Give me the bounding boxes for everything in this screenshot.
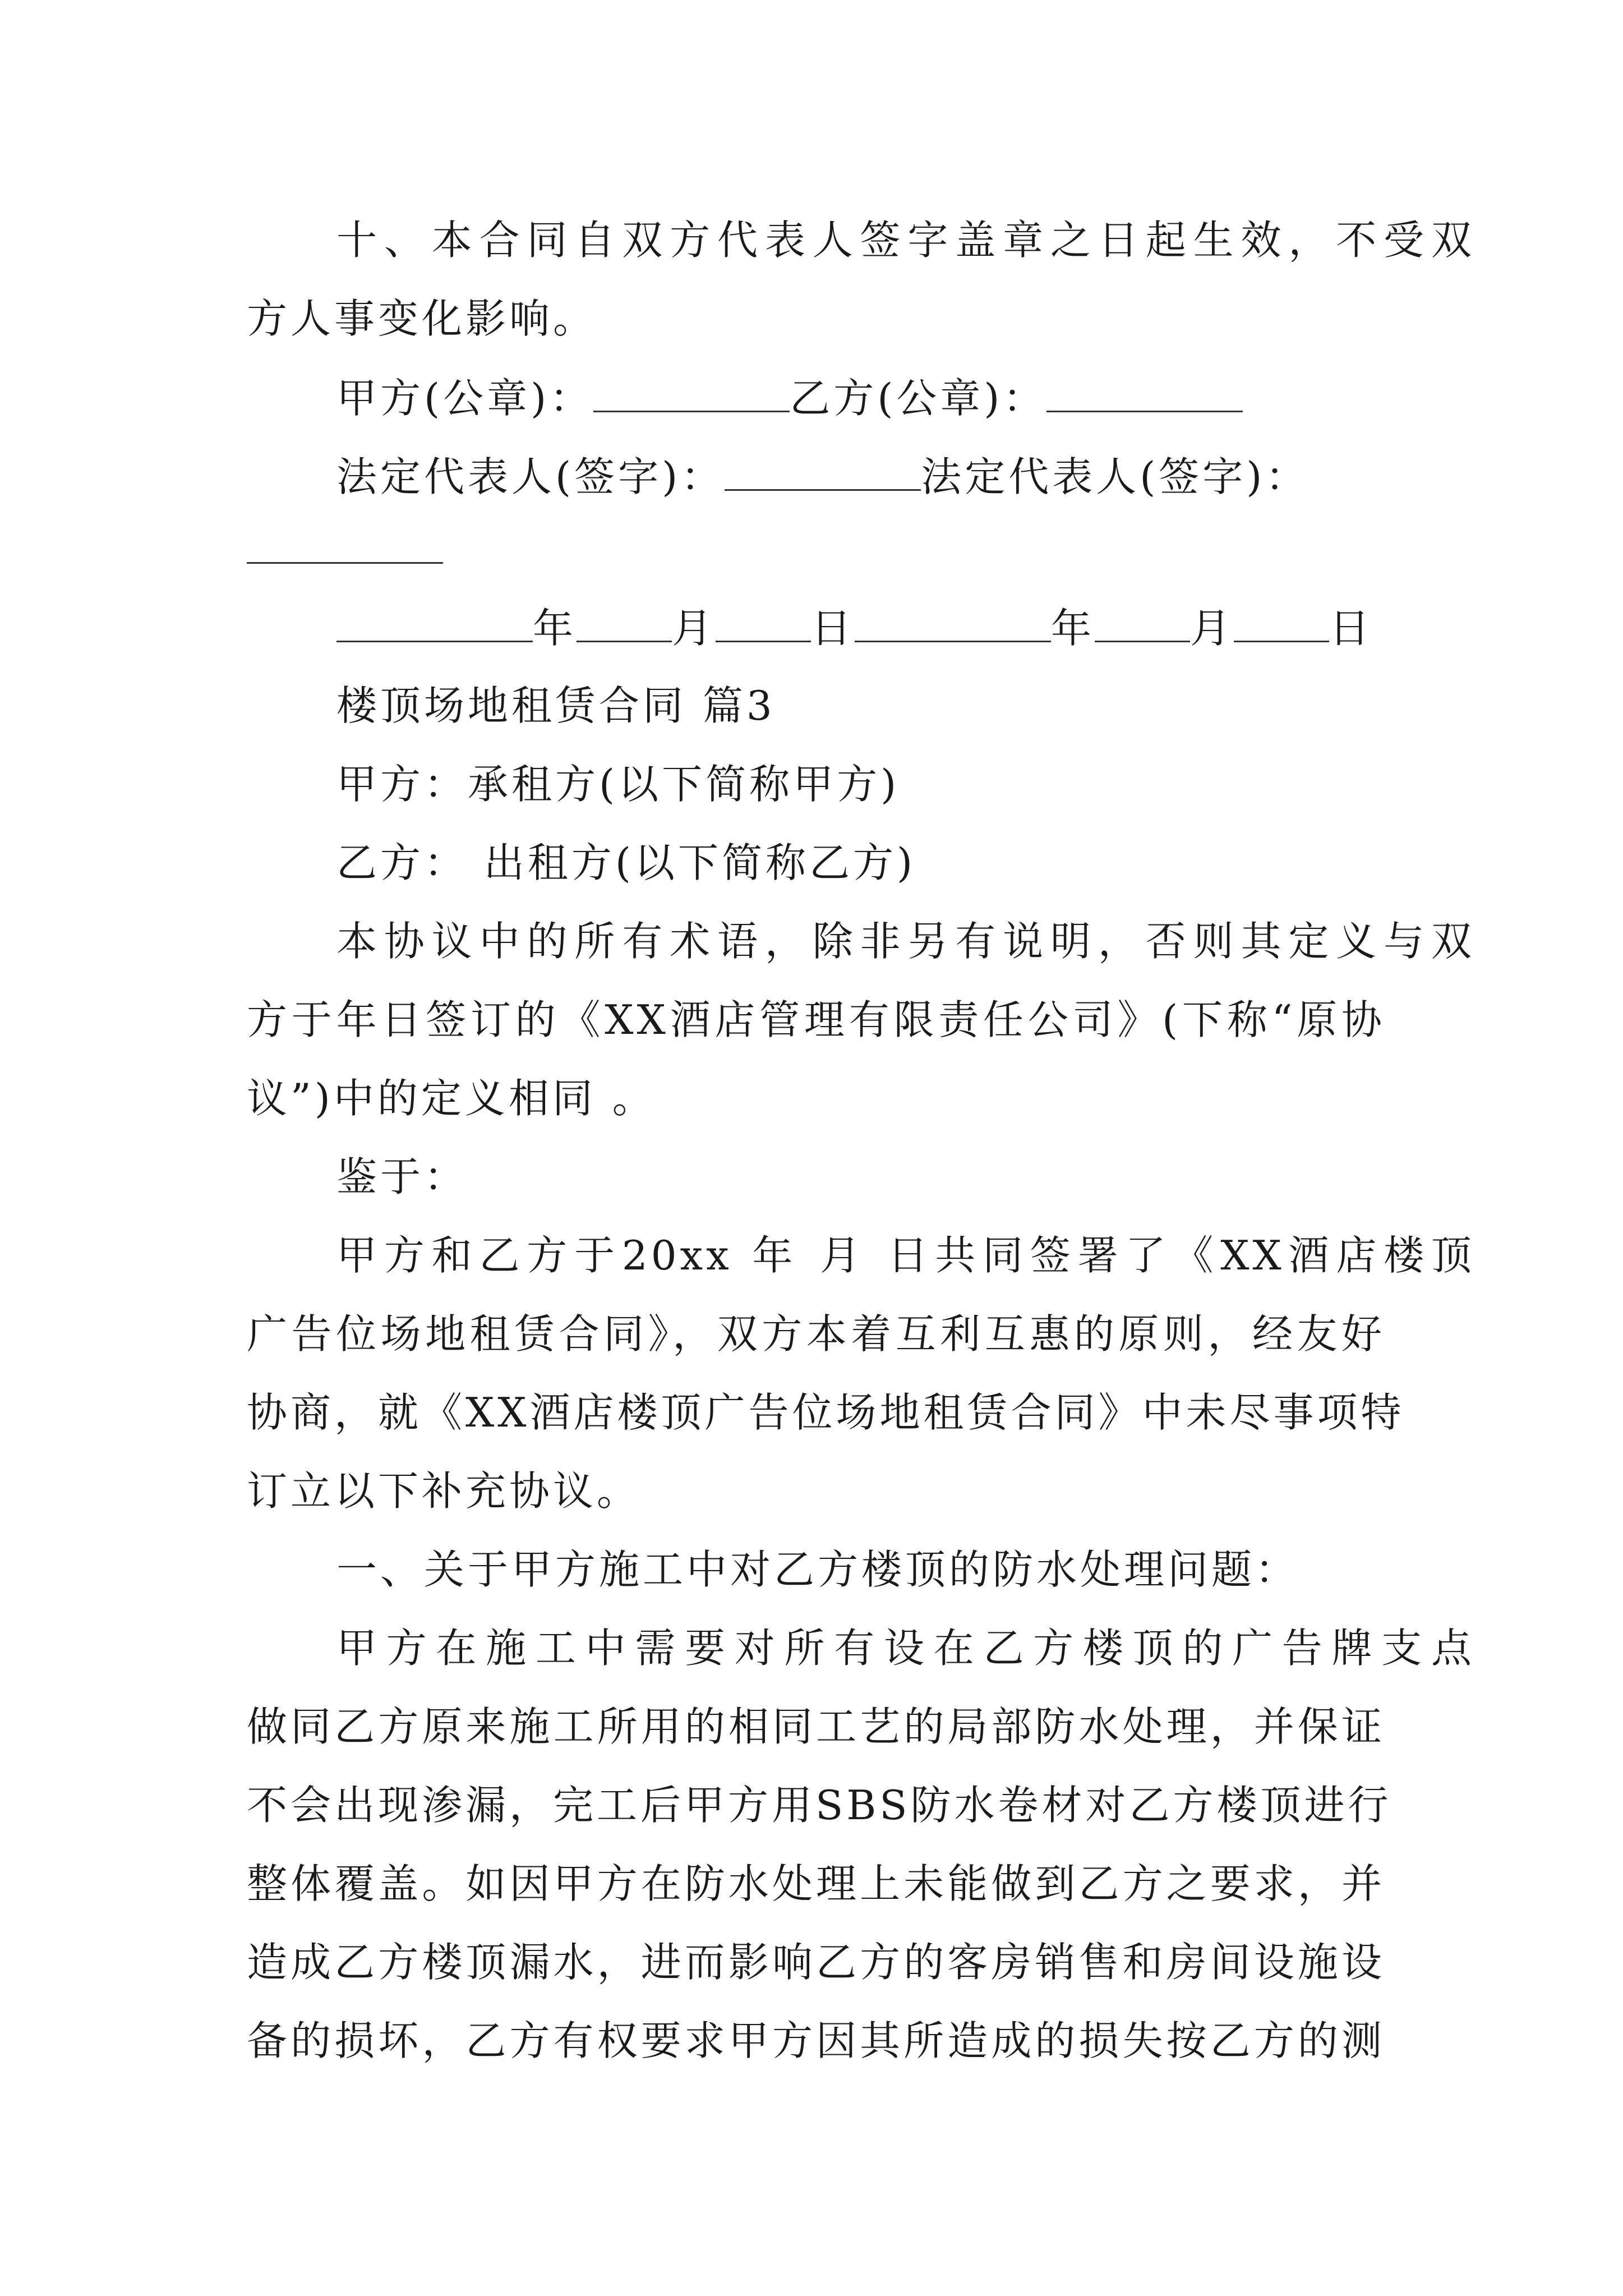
terms-line3: 议”)中的定义相同 。 bbox=[247, 1075, 656, 1122]
whereas-line3: 协商，就《XX酒店楼顶广告位场地租赁合同》中未尽事项特 bbox=[247, 1389, 1405, 1436]
date-a-day-blank bbox=[716, 607, 811, 642]
rep-a-blank bbox=[725, 455, 921, 491]
date-a-day: 日 bbox=[811, 605, 855, 652]
whereas-heading: 鉴于： bbox=[336, 1153, 468, 1200]
date-a-year-blank bbox=[336, 607, 533, 642]
date-b-year-blank bbox=[855, 607, 1051, 642]
rep-a-label: 法定代表人(签字)： bbox=[336, 453, 725, 500]
date-b-year: 年 bbox=[1051, 605, 1095, 652]
item1-line6: 备的损坏，乙方有权要求甲方因其所造成的损失按乙方的测 bbox=[247, 2017, 1385, 2064]
rep-b-blank bbox=[247, 562, 443, 564]
item1-line1: 甲方在施工中需要对所有设在乙方楼顶的广告牌支点 bbox=[336, 1625, 1475, 1672]
date-b-month: 月 bbox=[1190, 605, 1234, 652]
date-a-year: 年 bbox=[533, 605, 577, 652]
party-a-seal-label: 甲方(公章)： bbox=[336, 375, 594, 422]
seal-line bbox=[336, 375, 1475, 422]
party-b-seal-blank bbox=[1046, 377, 1243, 412]
whereas-line4: 订立以下补充协议。 bbox=[247, 1467, 641, 1515]
party-a-seal-blank bbox=[593, 377, 790, 412]
date-b-day-blank bbox=[1234, 607, 1329, 642]
item1-heading: 一、关于甲方施工中对乙方楼顶的防水处理问题： bbox=[336, 1546, 1299, 1593]
section-title: 楼顶场地租赁合同 篇3 bbox=[336, 682, 776, 729]
clause10-line1: 十、本合同自双方代表人签字盖章之日起生效，不受双 bbox=[336, 217, 1475, 264]
date-b-day: 日 bbox=[1329, 605, 1373, 652]
whereas-line2: 广告位场地租赁合同》，双方本着互利互惠的原则，经友好 bbox=[247, 1310, 1385, 1358]
terms-line2: 方于年日签订的《XX酒店管理有限责任公司》(下称“原协 bbox=[247, 996, 1385, 1043]
date-a-month-blank bbox=[577, 607, 672, 642]
clause10-line2: 方人事变化影响。 bbox=[247, 295, 597, 342]
representative-line bbox=[336, 453, 1475, 500]
date-b-month-blank bbox=[1095, 607, 1190, 642]
rep-b-label: 法定代表人(签字)： bbox=[921, 453, 1310, 500]
whereas-line1: 甲方和乙方于20xx 年 月 日共同签署了《XX酒店楼顶 bbox=[336, 1232, 1475, 1279]
date-line bbox=[336, 605, 1475, 652]
party-b-definition: 乙方： 出租方(以下简称乙方) bbox=[336, 839, 916, 886]
party-a-definition: 甲方：承租方(以下简称甲方) bbox=[336, 761, 900, 808]
item1-line4: 整体覆盖。如因甲方在防水处理上未能做到乙方之要求，并 bbox=[247, 1860, 1385, 1907]
item1-line2: 做同乙方原来施工所用的相同工艺的局部防水处理，并保证 bbox=[247, 1703, 1385, 1750]
date-a-month: 月 bbox=[672, 605, 716, 652]
party-b-seal-label: 乙方(公章)： bbox=[790, 375, 1047, 422]
item1-line3: 不会出现渗漏，完工后甲方用SBS防水卷材对乙方楼顶进行 bbox=[247, 1782, 1392, 1829]
terms-line1: 本协议中的所有术语，除非另有说明，否则其定义与双 bbox=[336, 918, 1475, 965]
item1-line5: 造成乙方楼顶漏水，进而影响乙方的客房销售和房间设施设 bbox=[247, 1939, 1385, 1986]
